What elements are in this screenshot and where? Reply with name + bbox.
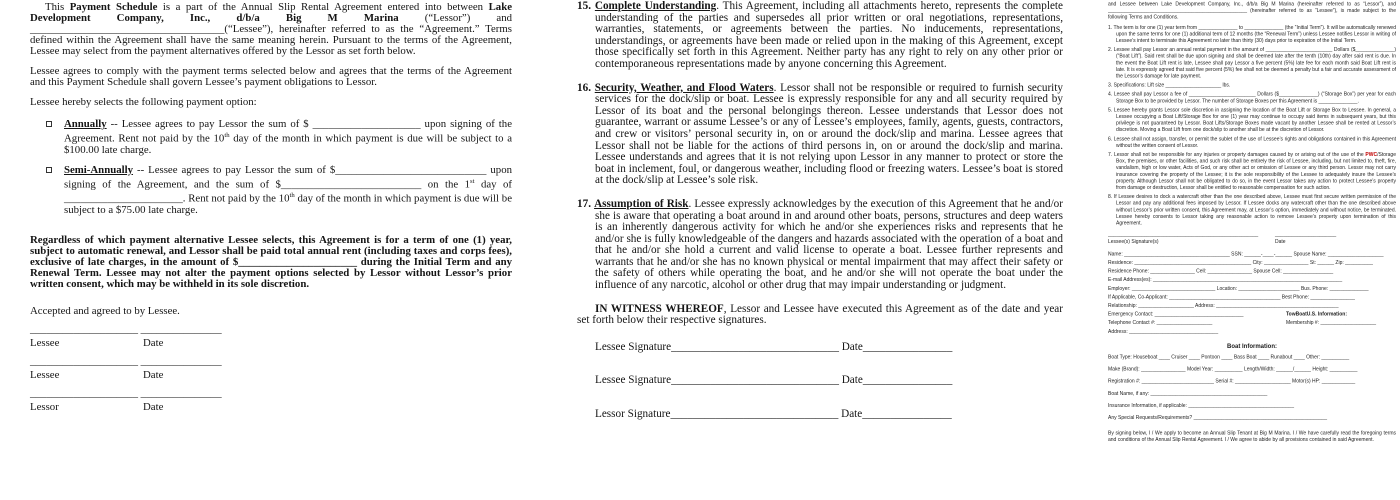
tenant-signature-label: Lessee(s) Signature(s) bbox=[1108, 238, 1159, 245]
term-item-6 bbox=[1108, 136, 1396, 149]
term-item-2 bbox=[1108, 47, 1396, 80]
intro-paragraph bbox=[30, 2, 512, 57]
clause-15-heading: Complete Understanding bbox=[594, 0, 717, 12]
tenant-date-label: Date bbox=[1275, 238, 1286, 245]
signature-block-lessee-2 bbox=[30, 356, 512, 381]
semi-annually-text-2: day of ______________________. Rent not paid by the 10 bbox=[64, 178, 513, 205]
signature-block-lessor bbox=[30, 388, 512, 413]
clause-15-number: 15. bbox=[577, 0, 591, 12]
intro-text-1: This bbox=[45, 1, 70, 13]
term-item-5-text: Lessee hereby grants Lessor sole discretion in assigning the location of the Boat Lift or Storage Box to Lessee. In general, a Lessee occupying a Boat Lift/Storage Box for one (1) year may continue to occupy said items in subsequent years, but this privilege is not guaranteed by Lessor. Boat Lifts/Storage Boxes made vacant by another Lessee shall be rented at Lessor’s discretion. Moving a Boat Lift from one dock/slip to another shall be at the discretion of Lessor. bbox=[1113, 107, 1396, 133]
signer-label: Lessee bbox=[30, 336, 60, 349]
towboat-column bbox=[1286, 311, 1396, 337]
witness-text: , Lessor and Lessee have executed this Agreement as of the date and year set forth below their respective signatures. bbox=[577, 302, 1063, 327]
clause-16-security-weather-flood bbox=[577, 83, 1063, 187]
semi-annually-text-3: day of the month in which payment is due will be subject to a $75.00 late charge. bbox=[64, 192, 512, 216]
term-item-8-text: If Lessee desires to dock a watercraft other than the one described above, Lessee must first secure written permission of the Lessor and pay any additional fees imposed by Lessor. If Lessee docks any watercraft other than the one described above without Lessor’s prior written consent, this Agreement may, at Lessor’s option, immediately and without notice, be terminated. Lessee hereby consents to Lessor taking any reasonable action to remove Lessee’s property upon termination of this Agreement. bbox=[1113, 194, 1396, 227]
annually-text-1: -- Lessee agrees to pay Lessor the sum of $ ____________________ upon signing of the Agreement. Rent not paid by the 10 bbox=[64, 118, 512, 145]
semi-annually-text-1: -- Lessee agrees to pay Lessor the sum of $____________________________ upon signing of the Agreement, and the sum of $__________________________ on the 1 bbox=[64, 163, 512, 191]
payment-schedule-column bbox=[30, 2, 512, 420]
tenant-signature-block bbox=[1108, 232, 1396, 245]
clause-17-assumption-of-risk bbox=[577, 199, 1063, 292]
witness-clause bbox=[577, 304, 1063, 327]
term-item-3-number: 3. bbox=[1108, 82, 1113, 89]
signature-date-line[interactable]: ____________________ _______________ bbox=[30, 322, 222, 335]
application-closing-statement: By signing below, I / We apply to become an Annual Slip Tenant at Big M Marina. I / We have carefully read the foregoing terms and conditions of the Annual Slip Rental Agreement. I / We agree to abide by all provisions contained in said Agreement. bbox=[1108, 430, 1396, 443]
form-row-telephone-contact[interactable]: Telephone Contact #: ____________________ bbox=[1108, 320, 1213, 326]
term-item-7-text-post: /Storage Box, the premises, or other facilities, and such risk shall be entirely the risk of Lessee, including, but not limited to, theft, fire, vandalism, high or low water, Acts of God, or any other act or omission of Lessee or any third person. Lessor may not carry insurance covering the property of the Lessee; it is the sole responsibility of the Lessee to adequately insure the Lessee’s property. Although Lessor shall not be obligated to do so, in the event Lessor takes any action to protect Lessee’s property from damage or destruction, Lessor shall be entitled to reasonable compensation for such action. bbox=[1116, 152, 1396, 191]
clause-15-body: . This Agreement, including all attachments hereto, represents the complete understanding of the parties and supersedes all prior written or oral negotiations, representations, warranties, statements, or agreements between the parties. No inducements, representations, understandings, or agreements have been made or relied upon in the making of this Agreement, except those specifically set forth in this Agreement. Neither party has any right to rely on any other prior or contemporaneous representations made by anyone concerning this Agreement. bbox=[595, 0, 1063, 70]
signature-date-line[interactable]: ____________________ _______________ bbox=[30, 386, 222, 399]
date-label: Date bbox=[143, 400, 164, 413]
form-row-residence[interactable]: Residence: __________________________________________ City: ________________ St: ______ Zip: __________ bbox=[1108, 259, 1373, 266]
form-row-employer[interactable]: Employer: ______________________________ Location: ______________________ Bus. Phone: ______________ bbox=[1108, 285, 1369, 292]
terms-intro: and Lessee between Lake Development Company, Inc., d/b/a Big M Marina (hereinafter referred to as “Lessor”), and __________________________________________________ (hereinafter referred to as “Lessee”), is made subject to the following Terms and Conditions. bbox=[1108, 1, 1396, 21]
term-item-1-number: 1. bbox=[1108, 24, 1113, 31]
signature-date-line[interactable]: ____________________ _______________ bbox=[30, 354, 222, 367]
signature-block-lessee-1 bbox=[30, 324, 512, 349]
term-item-3-text: Specifications: Lift size ____________________ lbs. bbox=[1113, 82, 1231, 89]
boat-row-type[interactable]: Boat Type: Houseboat ____ Cruiser ____ Pontoon ____ Bass Boat ____ Runabout ____ Other: __________ bbox=[1108, 354, 1350, 360]
option-semi-annually bbox=[30, 165, 512, 216]
form-row-membership[interactable]: Membership #: ____________________ bbox=[1286, 320, 1377, 326]
form-row-emergency-contact[interactable]: Emergency Contact: ________________________________ bbox=[1108, 311, 1244, 318]
term-summary-paragraph: Regardless of which payment alternative Lessee selects, this Agreement is for a term of one (1) year, subject to automatic renewal, and Lessor shall be paid total annual rent (including taxes and corps fees), exclusive of late charges, in the amount of $______________________ during the Initial Term and any Renewal Term. Lessee may not alter the payment options selected by Lessor without Lessor’s prior written consent, which may be withheld in its sole discretion. bbox=[30, 233, 512, 290]
form-row-name-ssn-spouse[interactable]: Name: ______________________________________ SSN: ______-____-______ Spouse Name: ____________________ bbox=[1108, 251, 1384, 257]
signer-label: Lessor bbox=[30, 400, 59, 413]
annually-ordinal: th bbox=[224, 132, 230, 139]
term-item-7-text-pre: Lessor shall not be responsible for any injuries or property damages caused by or arising out of the use of the bbox=[1113, 152, 1366, 158]
compliance-paragraph: Lessee agrees to comply with the payment terms selected below and agrees that the terms of the Agreement and this Payment Schedule shall govern Lessee’s payment obligations to Lessor. bbox=[30, 65, 512, 88]
agreement-clauses-column bbox=[577, 1, 1063, 443]
witness-lead: IN WITNESS WHEREOF bbox=[595, 302, 724, 315]
lessor-signature-row[interactable]: Lessor Signature______________________________ Date________________ bbox=[595, 408, 952, 421]
term-item-8-number: 8. bbox=[1108, 194, 1113, 200]
clause-15-complete-understanding bbox=[577, 1, 1063, 71]
term-item-4 bbox=[1108, 91, 1396, 104]
clause-16-number: 16. bbox=[577, 81, 591, 94]
fine-print-content bbox=[1108, 1, 1396, 443]
boat-information-title: Boat Information: bbox=[1227, 342, 1277, 350]
term-item-8 bbox=[1108, 194, 1396, 227]
term-item-5 bbox=[1108, 107, 1396, 133]
payment-option-prompt: Lessee hereby selects the following payment option: bbox=[30, 96, 257, 108]
tenant-date-line[interactable]: ______________________ bbox=[1275, 232, 1337, 238]
annually-text-2: day of the month in which payment is due will be subject to a $100.00 late charge. bbox=[64, 132, 513, 156]
clause-16-heading: Security, Weather, and Flood Waters bbox=[594, 81, 774, 94]
annually-checkbox[interactable] bbox=[46, 121, 52, 127]
clause-17-number: 17. bbox=[577, 197, 591, 210]
boat-row-boat-name[interactable]: Boat Name, if any: __________________________________________ bbox=[1108, 390, 1268, 397]
clause-16-body: . Lessor shall not be responsible or required to furnish security services for the dock/slip or boat. Lessee is expressly responsible for any and all security required by Lessor of its boat and the personal belongings thereon. Lessee understands that Lessor does not guarantee, warrant or assume Lessee’s or any of Lessee’s employees, family, agents, guests, contractors, and crew or visitors’ personal security in, on or around the dock/slip and marina. Lessee agrees that Lessor shall not be liable for the actions of third persons in, on or around the dock/slip and marina. Lessee understands and agrees that it is not relying upon Lessor in any manner to protect or store the boat in inclement, foul, or dangerous weather, including flood or freezing waters. Lessee’s boat is stored at the dock/slip at Lessee’s sole risk. bbox=[595, 81, 1063, 187]
term-item-2-text: Lessee shall pay Lessor an annual rental payment in the amount of ________________________ Dollars ($______________) (“Boat Lift”). Said rent shall be due upon signing and shall be deemed late after the tenth (10th) day after said rent is due. In the event the Boat Lift rent is late, Lessee shall pay Lessor a five percent (5%) late fee for each month said Boat Lift rent is late. It is expressly agreed that said five percent (5%) fee shall not be deemed a penalty but a fair and accurate assessment of the Lessor’s damage for late payment. bbox=[1113, 47, 1396, 80]
contact-and-towboat-section bbox=[1108, 311, 1396, 337]
term-item-4-text: Lessee shall pay Lessor a fee of ________________________ Dollars ($______________) (“Storage Box”) per year for each Storage Box to be provided by Lessor. The number of Storage Boxes per this Agreement is ______________. bbox=[1113, 91, 1396, 104]
semi-annually-ordinal-2: th bbox=[289, 192, 295, 200]
accepted-line: Accepted and agreed to by Lessee. bbox=[30, 304, 180, 317]
semi-annually-ordinal-1: st bbox=[470, 177, 475, 185]
form-row-relationship[interactable]: Relationship: ____________________ Address: ____________________________________________ bbox=[1108, 302, 1339, 309]
date-label: Date bbox=[143, 336, 164, 349]
term-item-7 bbox=[1108, 152, 1396, 192]
lessee-signature-row-1[interactable]: Lessee Signature______________________________ Date________________ bbox=[595, 340, 953, 353]
pwc-red-text: PWC bbox=[1365, 152, 1378, 158]
towboat-section-title: TowBoatU.S. Information: bbox=[1286, 311, 1348, 318]
term-item-2-number: 2. bbox=[1108, 47, 1113, 53]
terms-and-application-column bbox=[1108, 1, 1396, 499]
signer-label: Lessee bbox=[30, 368, 60, 381]
term-item-6-number: 6. bbox=[1108, 136, 1113, 142]
boat-row-insurance[interactable]: Insurance Information, if applicable: ______________________________________ bbox=[1108, 402, 1294, 409]
form-row-coapplicant[interactable]: If Applicable, Co-Applicant: ________________________________________ Best Phone: ________________ bbox=[1108, 294, 1355, 300]
intro-text-3: (“Lessor”) and ____________________________________(“Lessee”), hereinafter referred to as the “Agreement.” Terms defined within the Agreement shall have the same meaning herein. Pursuant to the terms of the Agreement, Lessee may select from the payment alternatives offered by the Lessor as set forth below. bbox=[30, 12, 512, 57]
lessee-signature-row-2[interactable]: Lessee Signature______________________________ Date________________ bbox=[595, 374, 953, 387]
term-item-4-number: 4. bbox=[1108, 91, 1113, 98]
lessor-company-name: Lake Development Company, Inc., d/b/a Big M Marina bbox=[30, 1, 512, 24]
applicant-info-form bbox=[1108, 251, 1396, 337]
term-item-7-number: 7. bbox=[1108, 152, 1113, 158]
semi-annually-checkbox[interactable] bbox=[46, 167, 52, 173]
boat-row-special-requests[interactable]: Any Special Requests/Requirements? ________________________________________________ bbox=[1108, 414, 1328, 421]
term-item-1-text: The term is for one (1) year term from ______________ to ______________ (the “Initial Term”). It will be automatically renewed upon the same terms for one (1) additional term of 12 months (the “Renewal Term”) unless Lessee notifies Lessor in writing of Lessee’s intent to terminate this Agreement no later than thirty (30) days prior to expiration of the Initial Term. bbox=[1113, 24, 1396, 44]
tenant-signature-line[interactable]: ______________________________________________________ bbox=[1108, 232, 1259, 238]
date-label: Date bbox=[143, 368, 164, 381]
semi-annually-label: Semi-Annually bbox=[64, 163, 133, 176]
term-item-1 bbox=[1108, 24, 1396, 44]
option-annually bbox=[30, 119, 512, 156]
term-item-5-number: 5. bbox=[1108, 107, 1113, 113]
boat-row-make-model[interactable]: Make (Brand): ________________ Model Year: __________ Length/Width: ______/______ Height: __________ bbox=[1108, 366, 1358, 373]
payment-schedule-term: Payment Schedule bbox=[69, 1, 158, 13]
clause-17-body: . Lessee expressly acknowledges by the execution of this Agreement that he and/or she is aware that operating a boat around in and around other boats, persons, structures and deep waters is an inherently dangerous activity for which he and/or she experiences risks and represents that he and/or she is fully knowledgeable of the dangers and hazards associated with the operation of a boat and that he and/or she hold a current and valid license to operate a boat. Lessee further represents and warrants that he and/or she has no known physical or mental impairment that may affect their safety or the safety of others while operating the boat, and he and/or she will not operate the boat under the influence of any narcotic, alcohol or other drug that may impair understanding or judgment. bbox=[595, 197, 1063, 292]
form-row-contact-address[interactable]: Address: ________________________________ bbox=[1108, 328, 1219, 335]
term-item-3 bbox=[1108, 82, 1396, 89]
term-item-6-text: Lessee shall not assign, transfer, or permit the sublet of the use of Lessee’s rights and obligations contained in this Agreement without the written consent of Lessor. bbox=[1113, 136, 1396, 149]
form-row-phones[interactable]: Residence Phone: ________________ Cell: ________________ Spouse Cell: __________________ bbox=[1108, 268, 1334, 275]
form-row-email[interactable]: E-mail Address(es): ____________________________________________________________________ bbox=[1108, 277, 1343, 283]
boat-row-registration[interactable]: Registration #: __________________________ Serial #: ____________________ Motor(s) HP: ____________ bbox=[1108, 378, 1356, 385]
clause-17-heading: Assumption of Risk bbox=[594, 197, 689, 210]
intro-text-2: is a part of the Annual Slip Rental Agreement entered into between bbox=[157, 1, 489, 13]
annually-label: Annually bbox=[64, 118, 107, 130]
emergency-contact-column bbox=[1108, 311, 1244, 337]
